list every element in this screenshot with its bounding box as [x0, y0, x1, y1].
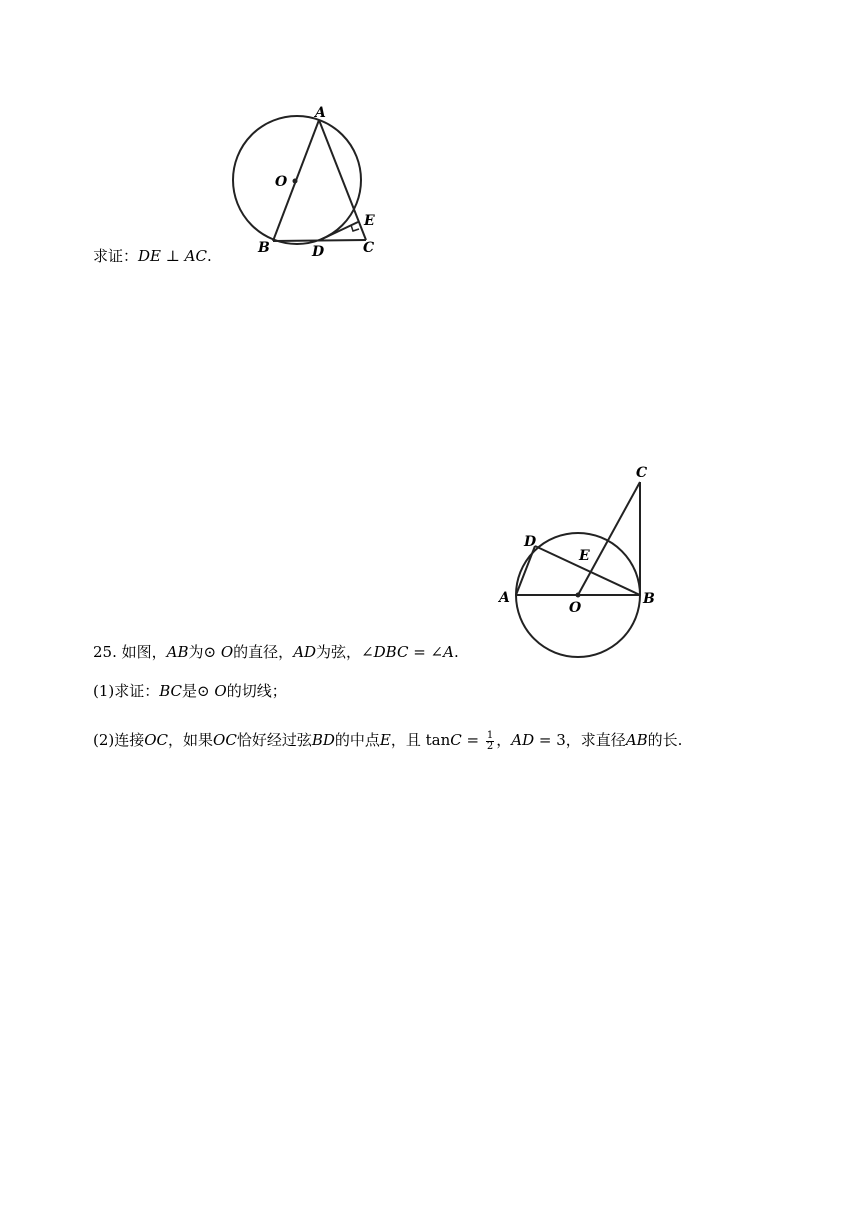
fraction-one-half	[486, 731, 494, 752]
segment-ab: AB	[166, 643, 189, 661]
text-mid: 是⊙	[182, 682, 215, 700]
question-number: 25.	[93, 643, 117, 661]
figure-1-circle-triangle	[220, 100, 400, 270]
numerator: 1	[486, 729, 494, 741]
label-b: B	[258, 240, 270, 256]
text-4: 为弦，	[316, 643, 362, 661]
text-3: 的中点	[334, 731, 380, 749]
segment-ab: AB	[625, 731, 648, 749]
angle-c: C	[450, 731, 462, 749]
label-e: E	[364, 213, 375, 229]
period: .	[453, 643, 459, 661]
center-point	[293, 179, 298, 184]
text-2: 恰好经过弦	[236, 731, 312, 749]
tan-function: tan	[425, 731, 451, 749]
label-d: D	[524, 534, 537, 550]
segment-ad: AD	[511, 731, 535, 749]
angle-equation: ∠DBC = ∠A	[361, 643, 454, 661]
segment-bc: BC	[159, 682, 183, 700]
text-3: 的直径，	[233, 643, 294, 661]
prove-prefix: 求证：	[93, 247, 139, 265]
segment-oc: OC	[144, 731, 169, 749]
center-point	[576, 593, 581, 598]
right-angle-mark	[351, 225, 359, 231]
text-rest: 的切线；	[226, 682, 287, 700]
label-a: A	[315, 105, 326, 121]
segment-ad	[516, 546, 535, 595]
label-e: E	[579, 548, 590, 564]
segment-ad: AD	[293, 643, 317, 661]
text-7: 的长.	[647, 731, 683, 749]
segment-ac	[319, 120, 366, 240]
text-1: ，如果	[168, 731, 214, 749]
label-o: O	[569, 600, 582, 616]
question-25-stem	[93, 642, 459, 662]
point-e: E	[379, 731, 391, 749]
text-2: 为⊙	[188, 643, 221, 661]
label-c: C	[363, 240, 375, 256]
ad-value: = 3	[534, 731, 566, 749]
question-25-part-1	[93, 681, 287, 701]
figure-2-circle-tangent	[490, 460, 670, 665]
text-5: ，	[496, 731, 512, 749]
label-d: D	[312, 244, 325, 260]
label-o: O	[275, 174, 288, 190]
label-b: B	[643, 591, 655, 607]
circle-o: O	[220, 643, 234, 661]
segment-bc	[273, 240, 366, 241]
label-c: C	[636, 465, 648, 481]
segment-bd: BD	[311, 731, 335, 749]
perpendicular-expression: DE ⊥ AC	[138, 247, 207, 265]
text-1: 如图，	[121, 643, 167, 661]
denominator: 2	[486, 740, 494, 752]
part-1-prefix: (1)求证：	[93, 682, 160, 700]
text-4: ，且	[390, 731, 426, 749]
period: .	[206, 247, 212, 265]
label-a: A	[499, 590, 510, 606]
segment-oc	[578, 482, 640, 595]
segment-oc-2: OC	[213, 731, 237, 749]
equals: =	[461, 731, 484, 749]
question-25-part-2	[93, 730, 682, 752]
circle-o: O	[214, 682, 227, 700]
text-6: ，求直径	[565, 731, 626, 749]
prove-statement-1	[93, 246, 212, 266]
part-2-prefix: (2)连接	[93, 731, 145, 749]
